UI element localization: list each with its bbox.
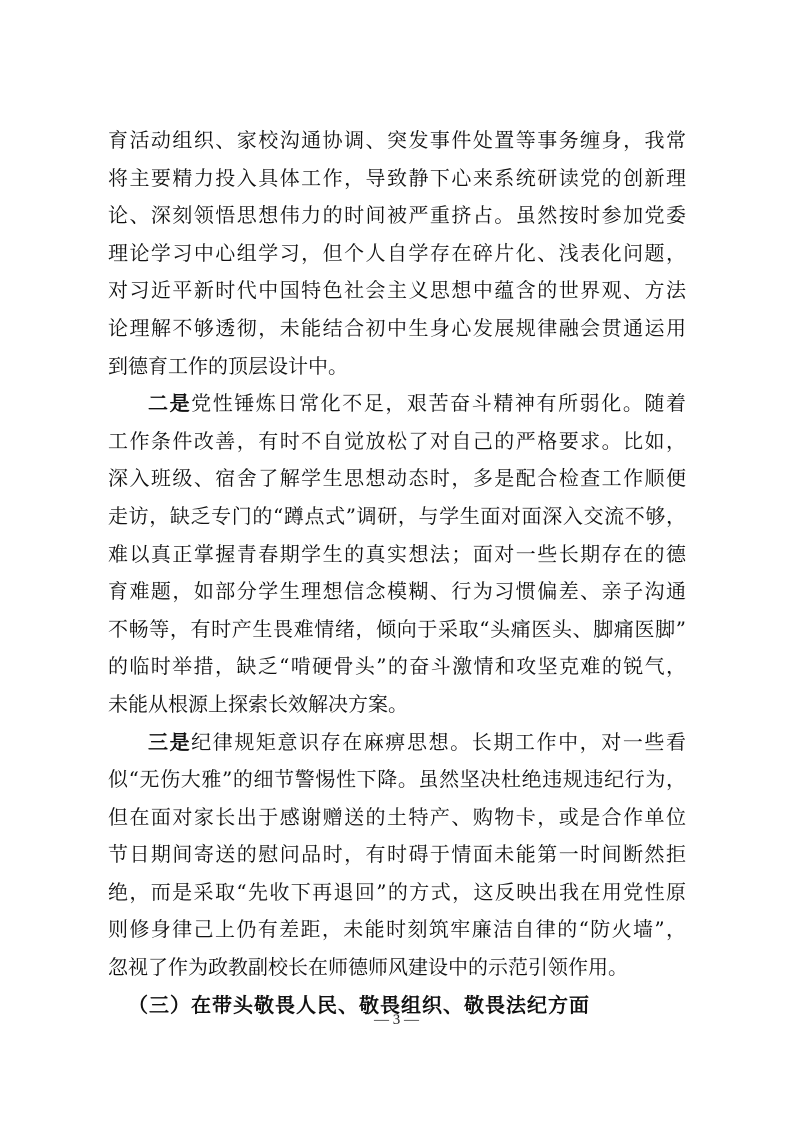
text-line <box>108 385 686 423</box>
text-line: 的临时举措，缺乏“啃硬骨头”的奋斗激情和攻坚克难的锐气， <box>108 654 686 679</box>
text-line: 不畅等，有时产生畏难情绪，倾向于采取“头痛医头、脚痛医脚” <box>108 616 686 641</box>
text-line <box>108 724 686 762</box>
text-line: 走访，缺乏专门的“蹲点式”调研，与学生面对面深入交流不够， <box>108 503 686 528</box>
text-line: 论理解不够透彻，未能结合初中生身心发展规律融会贯通运用 <box>108 315 686 340</box>
body-text <box>108 122 686 1024</box>
text-line: 论、深刻领悟思想伟力的时间被严重挤占。虽然按时参加党委 <box>108 203 686 228</box>
text-line: 理论学习中心组学习，但个人自学存在碎片化、浅表化问题， <box>108 240 686 265</box>
text-line: 深入班级、宿舍了解学生思想动态时，多是配合检查工作顺便 <box>108 466 686 491</box>
text-line: 对习近平新时代中国特色社会主义思想中蕴含的世界观、方法 <box>108 278 686 303</box>
text-line: 但在面对家长出于感谢赠送的土特产、购物卡，或是合作单位 <box>108 804 686 829</box>
page-number: — 3 — <box>374 1012 419 1028</box>
paragraph-first-line: 纪律规矩意识存在麻痹思想。长期工作中，对一些看 <box>191 729 686 754</box>
text-line: 到德育工作的顶层设计中。 <box>108 353 348 378</box>
paragraph-2 <box>108 385 686 723</box>
text-line: 难以真正掌握青春期学生的真实想法；面对一些长期存在的德 <box>108 541 686 566</box>
text-line: 忽视了作为政教副校长在师德师风建设中的示范引领作用。 <box>108 955 628 980</box>
paragraph-lead: 三是 <box>148 729 192 754</box>
paragraph-3 <box>108 724 686 987</box>
section-heading: （三）在带头敬畏人民、敬畏组织、敬畏法纪方面 <box>128 992 590 1017</box>
paragraph-lead: 二是 <box>148 391 192 416</box>
paragraph-first-line: 党性锤炼日常化不足，艰苦奋斗精神有所弱化。随着 <box>191 391 686 416</box>
text-line: 将主要精力投入具体工作，导致静下心来系统研读党的创新理 <box>108 165 686 190</box>
text-line: 绝，而是采取“先收下再退回”的方式，这反映出我在用党性原 <box>108 879 686 904</box>
text-line: 育难题，如部分学生理想信念模糊、行为习惯偏差、亲子沟通 <box>108 579 686 604</box>
text-line: 工作条件改善，有时不自觉放松了对自己的严格要求。比如， <box>108 428 686 453</box>
text-line: 似“无伤大雅”的细节警惕性下降。虽然坚决杜绝违规违纪行为， <box>108 767 686 792</box>
text-line: 育活动组织、家校沟通协调、突发事件处置等事务缠身，我常 <box>108 128 686 152</box>
text-line: 则修身律己上仍有差距，未能时刻筑牢廉洁自律的“防火墙”， <box>108 917 686 942</box>
paragraph-1 <box>108 122 686 385</box>
text-line: 节日期间寄送的慰问品时，有时碍于情面未能第一时间断然拒 <box>108 842 686 867</box>
text-line: 未能从根源上探索长效解决方案。 <box>108 691 408 716</box>
